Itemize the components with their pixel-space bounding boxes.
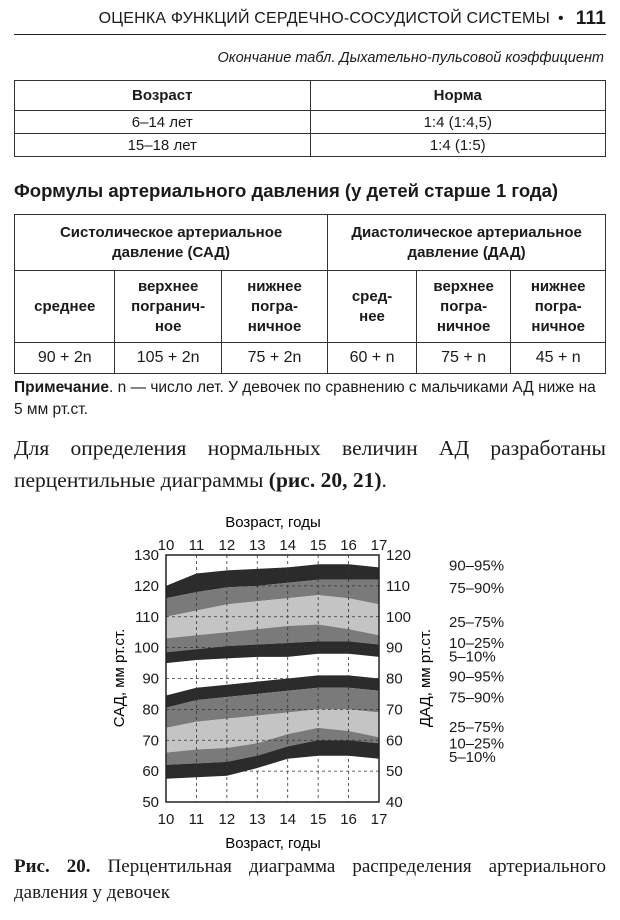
table2-sub-mean-sys: среднее xyxy=(15,271,115,343)
note-label: Примечание xyxy=(14,379,109,396)
x-tick-label: 12 xyxy=(218,811,236,828)
legend-diastolic xyxy=(449,669,504,766)
legend-systolic xyxy=(449,558,504,666)
table-cell: 75 + 2n xyxy=(221,343,327,374)
y-ticks-right xyxy=(386,547,411,811)
y-tick-label-left: 110 xyxy=(135,608,159,626)
y-tick-label-left: 50 xyxy=(142,794,159,811)
table2-sub-lower-dia: нижнее погра-ничное xyxy=(511,271,606,343)
table-cell: 105 + 2n xyxy=(115,343,221,374)
table-cell: 6–14 лет xyxy=(15,111,311,134)
y-ticks-left xyxy=(134,547,159,811)
y-tick-label-left: 60 xyxy=(142,763,159,781)
y-tick-label-left: 80 xyxy=(142,701,159,719)
table1-header-norm: Норма xyxy=(310,81,606,111)
ylabel-left: САД, мм рт.ст. xyxy=(111,628,128,728)
figure-caption-text: Перцентильная диаграмма распределения артериального давления у девочек xyxy=(14,856,606,903)
percentile-chart xyxy=(0,508,620,853)
y-tick-label-right: 110 xyxy=(386,577,410,595)
running-header xyxy=(14,4,606,35)
paragraph-text: Для определения нормальных величин АД разработаны перцентильные диаграммы xyxy=(14,436,606,492)
x-tick-label: 11 xyxy=(188,811,205,828)
table-row xyxy=(15,343,606,374)
y-tick-label-left: 120 xyxy=(133,577,159,595)
figure-caption xyxy=(14,854,606,906)
table1-caption: Окончание табл. Дыхательно-пульсовой коэффициент xyxy=(217,50,604,66)
systolic-legend-label: 5–10% xyxy=(449,648,496,666)
x-tick-label: 10 xyxy=(157,537,175,554)
running-title: ОЦЕНКА ФУНКЦИЙ СЕРДЕЧНО-СОСУДИСТОЙ СИСТЕМЫ xyxy=(98,10,550,27)
table2-group-diastolic: Диастолическое артериальное давление (ДАД) xyxy=(328,215,606,271)
x-tick-label: 10 xyxy=(157,811,175,828)
xlabel-bottom: Возраст, годы xyxy=(225,835,321,852)
diastolic-legend-label: 90–95% xyxy=(449,668,505,686)
diastolic-legend-label: 5–10% xyxy=(449,749,496,767)
table-cell: 60 + n xyxy=(328,343,417,374)
x-tick-label: 17 xyxy=(370,811,388,828)
ylabel-right: ДАД, мм рт.ст. xyxy=(417,628,434,728)
x-ticks-bottom xyxy=(158,811,388,828)
table-respiratory-pulse xyxy=(14,80,606,157)
note-text: . n — число лет. У девочек по сравнению с мальчиками АД ниже на 5 мм рт.ст. xyxy=(14,379,596,418)
x-tick-label: 14 xyxy=(279,537,297,554)
y-tick-label-right: 120 xyxy=(386,547,412,564)
section-title: Формулы артериального давления (у детей старше 1 года) xyxy=(14,180,559,201)
table-cell: 90 + 2n xyxy=(15,343,115,374)
diastolic-legend-label: 10–25% xyxy=(449,735,505,753)
x-tick-label: 14 xyxy=(279,811,297,828)
y-tick-label-left: 70 xyxy=(142,732,159,750)
y-tick-label-right: 60 xyxy=(386,732,403,750)
table2-group-row xyxy=(15,215,606,271)
systolic-legend-label: 10–25% xyxy=(449,634,505,652)
y-tick-label-right: 50 xyxy=(386,763,403,781)
figure-reference: (рис. 20, 21) xyxy=(268,468,382,492)
table1-header-age: Возраст xyxy=(15,81,311,111)
table-bp-formulas xyxy=(14,214,606,374)
x-tick-label: 16 xyxy=(340,537,357,554)
table-cell: 45 + n xyxy=(511,343,606,374)
x-tick-label: 12 xyxy=(218,537,236,554)
x-tick-label: 13 xyxy=(248,537,266,554)
table2-subheader-row xyxy=(15,271,606,343)
body-paragraph xyxy=(14,432,606,496)
chart-bands xyxy=(166,564,379,779)
table2-sub-upper-sys: верхнее погранич-ное xyxy=(115,271,221,343)
y-tick-label-right: 90 xyxy=(386,639,403,657)
y-tick-label-left: 90 xyxy=(142,670,159,688)
table2-group-systolic: Систолическое артериальное давление (САД) xyxy=(15,215,328,271)
x-tick-label: 15 xyxy=(309,537,327,554)
systolic-legend-label: 25–75% xyxy=(449,613,505,631)
table2-sub-lower-sys: нижнее погра-ничное xyxy=(221,271,327,343)
x-tick-label: 15 xyxy=(309,811,327,828)
systolic-legend-label: 90–95% xyxy=(449,557,505,575)
figure-label: Рис. 20. xyxy=(14,856,91,877)
table1-header-row xyxy=(15,81,606,111)
table2-sub-upper-dia: верхнее погра-ничное xyxy=(416,271,511,343)
systolic-legend-label: 75–90% xyxy=(449,580,505,598)
y-tick-label-right: 100 xyxy=(386,608,412,626)
page-number: 111 xyxy=(575,8,606,29)
diastolic-legend-label: 75–90% xyxy=(449,689,505,707)
x-tick-label: 17 xyxy=(370,537,388,554)
table-row xyxy=(15,134,606,157)
x-tick-label: 13 xyxy=(248,811,266,828)
table-cell: 1:4 (1:4,5) xyxy=(310,111,606,134)
table-cell: 15–18 лет xyxy=(15,134,311,157)
table-cell: 1:4 (1:5) xyxy=(310,134,606,157)
header-bullet: • xyxy=(557,10,564,27)
table2-sub-mean-dia: сред-нее xyxy=(328,271,417,343)
table-row xyxy=(15,111,606,134)
y-tick-label-left: 130 xyxy=(133,547,159,564)
x-ticks-top xyxy=(158,537,388,554)
table-note xyxy=(14,377,606,421)
y-tick-label-left: 100 xyxy=(133,639,159,657)
y-tick-label-right: 40 xyxy=(386,794,403,811)
table-cell: 75 + n xyxy=(416,343,511,374)
y-tick-label-right: 80 xyxy=(386,670,403,688)
xlabel-top: Возраст, годы xyxy=(225,514,321,531)
x-tick-label: 11 xyxy=(188,537,205,554)
x-tick-label: 16 xyxy=(340,811,357,828)
diastolic-legend-label: 25–75% xyxy=(449,718,505,736)
paragraph-tail: . xyxy=(381,468,387,492)
y-tick-label-right: 70 xyxy=(386,701,403,719)
